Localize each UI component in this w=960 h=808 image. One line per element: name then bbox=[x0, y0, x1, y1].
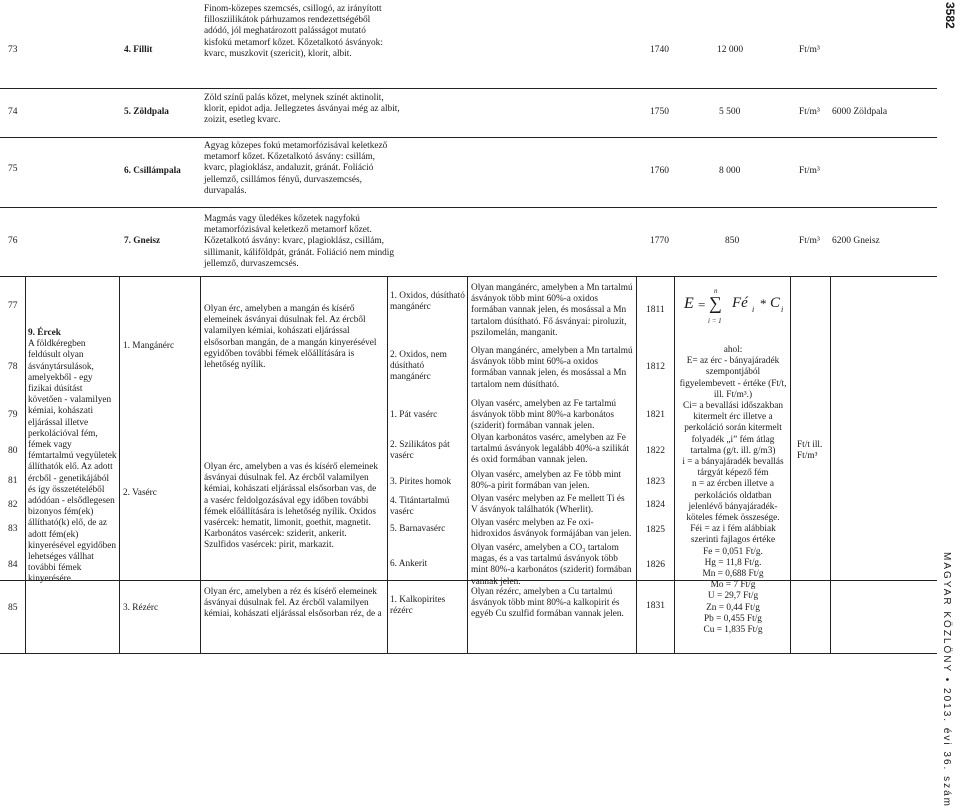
legend-line: Zn = 0,44 Ft/g bbox=[706, 602, 760, 613]
type-description: Olyan mangánérc, amelyben a Mn tartalmú ásványok több mint 60%-a oxidos formában vannak jelen, és mosással a Mn tartalom dúsítható. Fő ásványai: piroluzit, pszilomelán, manganit. bbox=[471, 283, 633, 338]
type-description: Olyan karbonátos vasérc, amelyben az Fe tartalmú ásványok legalább 40%-a szilikát és oxid formában vannak jelen. bbox=[471, 433, 629, 466]
formula-sum: ∑ bbox=[709, 293, 722, 313]
type-code: 1823 bbox=[646, 477, 665, 487]
row-number: 76 bbox=[8, 236, 18, 246]
code: 1770 bbox=[650, 236, 669, 246]
col-divider bbox=[25, 276, 26, 653]
rock-description: Agyag közepes fokú metamorfózisával keletkező metamorf kőzet. Kőzetalkotó ásvány: csillám, kvarc, plagioklász, andaluzit, gránát. Foliáció jellemző, csillámos fényű, durvaszemcsés, durvapalás. bbox=[204, 141, 388, 196]
formula-sub: i bbox=[781, 305, 784, 314]
legend-line: Mo = 7 Ft/g bbox=[710, 580, 756, 591]
row-divider bbox=[0, 580, 937, 581]
rock-name: 6. Csillámpala bbox=[124, 166, 181, 176]
row-number: 73 bbox=[8, 45, 18, 55]
legend-line: Hg = 11,8 Ft/g. bbox=[704, 557, 762, 568]
col-divider bbox=[790, 276, 791, 653]
subgroup-description: Olyan érc, amelyben a réz és kísérő elemeinek ásványai dúsulnak fel. Az ércből valamilyen kémiai, kohászati eljárással elsősorban réz, de a bbox=[204, 587, 382, 620]
group-block bbox=[28, 328, 118, 586]
type-name: 2. Szilikátos pát vasérc bbox=[390, 440, 450, 462]
type-description: Olyan vasérc melyben az Fe mellett Ti és V ásványok találhatók (Wherlit). bbox=[471, 494, 625, 516]
type-code: 1822 bbox=[646, 446, 665, 456]
row-number: 82 bbox=[8, 500, 18, 510]
rock-name: 7. Gneisz bbox=[124, 236, 161, 246]
col-divider bbox=[674, 276, 675, 653]
rock-description: Magmás vagy üledékes kőzetek nagyfokú metamorfózisával keletkező metamorf kőzet. Kőzetalkotó ásvány: kvarc, plagioklász, csillám, sillimanit, káliföldpát, gránát. Foliáció nem mindig jellemző, durvaszemcsés. bbox=[204, 214, 395, 269]
legend-line: n = az ércben illetve a perkolációs oldatban jelenlévő bányajáradék-köteles fémek összesége. bbox=[686, 479, 780, 524]
row-number: 83 bbox=[8, 524, 18, 534]
type-description: Olyan vasérc, amelyben az Fe több mint 80%-a pirit formában van jelen. bbox=[471, 470, 621, 492]
legend-line: U = 29,7 Ft/g bbox=[707, 591, 759, 602]
code: 1750 bbox=[650, 107, 669, 117]
formula-sum-bottom: i = 1 bbox=[708, 317, 722, 325]
row-divider bbox=[0, 276, 937, 277]
rock-description: Zöld színű palás kőzet, melynek színét aktinolit, klorit, epidot adja. Jellegzetes ásványai még az albit, zoizit, esetleg kvarc. bbox=[204, 93, 400, 126]
subgroup-name: 3. Rézérc bbox=[123, 603, 159, 613]
col-divider bbox=[830, 276, 831, 653]
type-description: Olyan vasérc, amelyben az Fe tartalmú ásványok több mint 80%-a karbonátos (sziderit) formában vannak jelen. bbox=[471, 399, 617, 432]
legend-line: i = a bányajáradék bevallás tárgyát képező fém bbox=[682, 457, 784, 479]
formula-term: C bbox=[770, 295, 781, 311]
row-number: 84 bbox=[8, 560, 18, 570]
subgroup-name: 1. Mangánérc bbox=[123, 341, 175, 351]
legend-line: Fe = 0,051 Ft/g. bbox=[703, 546, 763, 557]
row-number: 81 bbox=[8, 476, 18, 486]
type-code: 1824 bbox=[646, 500, 665, 510]
row-number: 78 bbox=[8, 362, 18, 372]
type-description: Olyan vasérc, amelyben a CO₃ tartalom magas, és a vas tartalmú ásványok több mint 80%-a karbonátos (sziderit) formában vannak jelen. bbox=[471, 543, 632, 587]
formula-eq: = bbox=[698, 297, 706, 312]
type-name: 5. Barnavasérc bbox=[390, 524, 446, 534]
type-name: 3. Pirites homok bbox=[390, 477, 452, 487]
formula-lhs: E bbox=[684, 295, 694, 312]
unit: Ft/m³ bbox=[799, 166, 820, 176]
type-description: Olyan mangánérc, amelyben a Mn tartalmú ásványok több mint 60%-a oxidos formában vannak jelen, és mosással a Mn tartalom nem dúsítható. bbox=[471, 346, 633, 390]
legend-line: E= az érc - bányajáradék szempontjából figyelembevett - értéke (Ft/t, ill. Ft/m³.) bbox=[679, 356, 787, 400]
price: 8 000 bbox=[719, 166, 741, 176]
subgroup-description: Olyan érc, amelyben a vas és kísérő elemeinek ásványai dúsulnak fel. Az ércből valamilyen kémiai, kohászati eljárással elsősorban vas, de a vasérc feldolgozásával egy időben további fémek előállítására is lehetőség nyílik. Oxidos vasércek: hematit, limonit, goethit, magnetit. Karbonátos vasércek: sziderit, ankerit. Szulfidos vasércek: pirit, markazit. bbox=[204, 462, 378, 551]
rock-description: Finom-közepes szemcsés, csillogó, az irányított fillosziilikátok párhuzamos rendezettségéből adódó, jól meghatározott palásságot mutató kisfokú metamorf kőzet. Kőzetalkotó ásványok: kvarc, muszkovit (szericit), klorit, albit. bbox=[204, 4, 383, 59]
formula-sub: i bbox=[752, 305, 755, 314]
row-divider bbox=[0, 137, 937, 138]
rock-name: 4. Fillit bbox=[124, 45, 153, 55]
group-title: 9. Ércek bbox=[28, 328, 61, 338]
type-code: 1826 bbox=[646, 560, 665, 570]
unit: Ft/m³ bbox=[799, 236, 820, 246]
col-divider bbox=[119, 276, 120, 653]
type-code: 1825 bbox=[646, 525, 665, 535]
code: 1740 bbox=[650, 45, 669, 55]
rock-name: 5. Zöldpala bbox=[124, 107, 169, 117]
formula bbox=[684, 287, 788, 327]
price: 12 000 bbox=[717, 45, 744, 55]
type-description: Olyan rézérc, amelyben a Cu tartalmú ásványok több mint 80%-a kalkopirit és egyéb Cu szulfid formában vannak jelen. bbox=[471, 587, 624, 620]
price: 850 bbox=[725, 236, 740, 246]
col-divider bbox=[636, 276, 637, 653]
journal-title: MAGYAR KÖZLÖNY • 2013. évi 36. szám bbox=[941, 552, 952, 808]
col-divider bbox=[467, 276, 468, 653]
row-number: 77 bbox=[8, 301, 18, 311]
subgroup-name: 2. Vasérc bbox=[123, 488, 157, 498]
row-number: 85 bbox=[8, 603, 18, 613]
type-name: 6. Ankerit bbox=[390, 559, 428, 569]
type-name: 4. Titántartalmú vasérc bbox=[390, 496, 450, 518]
type-code: 1811 bbox=[646, 305, 665, 315]
unit: Ft/m³ bbox=[799, 45, 820, 55]
row-number: 80 bbox=[8, 446, 18, 456]
type-name: 1. Kalkopirites rézérc bbox=[390, 595, 446, 617]
code: 1760 bbox=[650, 166, 669, 176]
note: 6000 Zöldpala bbox=[832, 107, 888, 117]
row-divider bbox=[0, 88, 937, 89]
unit: Ft/t ill. Ft/m³ bbox=[797, 440, 823, 462]
group-description: A földkéregben feldúsult olyan ásványtársulások, amelyekből - egy fizikai dúsítást követően - valamilyen kémiai, kohászati eljárással illetve perkolációval fém, fémek vagy fémtartalmú vegyületek állíthatók elő. Az adott ércből - genetikájából és így összetételéből adódóan - elsődlegesen bizonyos fém(ek) állítható(k) elő, de az adott fém(ek) kinyerésével egyidőben lehetséges vállhat további fémek kinyerésére. bbox=[28, 339, 117, 585]
formula-term: Fé bbox=[732, 295, 748, 311]
row-number: 79 bbox=[8, 410, 18, 420]
legend-line: Mn = 0,688 Ft/g bbox=[702, 569, 764, 580]
formula-sum-top: n bbox=[714, 287, 718, 295]
type-description: Olyan vasérc melyben az Fe oxi-hidroxidos ásványok formájában van jelen. bbox=[471, 518, 632, 540]
col-divider bbox=[387, 276, 388, 653]
type-code: 1821 bbox=[646, 410, 665, 420]
row-divider bbox=[0, 207, 937, 208]
note: 6200 Gneisz bbox=[832, 236, 880, 246]
legend-line: Féi = az i fém alábbiak szerinti fajlagos értéke bbox=[690, 524, 776, 546]
col-divider bbox=[200, 276, 201, 653]
legend-line: Ci= a bevallási időszakban kitermelt érc illetve a perkoláció során kitermelt folyadék „i” fém átlag tartalma (g/t. ill. g/m3) bbox=[683, 401, 783, 456]
type-code: 1812 bbox=[646, 362, 665, 372]
row-number: 75 bbox=[8, 164, 18, 174]
row-number: 74 bbox=[8, 107, 18, 117]
type-name: 1. Pát vasérc bbox=[390, 410, 438, 420]
unit: Ft/m³ bbox=[799, 107, 820, 117]
legend-where: ahol: bbox=[723, 345, 743, 355]
price: 5 500 bbox=[719, 107, 741, 117]
type-name: 1. Oxidos, dúsítható mangánérc bbox=[390, 291, 465, 313]
legend-line: Pb = 0,455 Ft/g bbox=[704, 613, 762, 624]
legend bbox=[677, 345, 789, 636]
subgroup-description: Olyan érc, amelyben a mangán és kísérő elemeinek ásványai dúsulnak fel. Az ércből valamilyen kémiai, kohászati eljárással elsősorban mangán, de a mangán kinyerésével egyidőben további fémek előállítására is lehetőség nyílik. bbox=[204, 304, 377, 371]
type-code: 1831 bbox=[646, 601, 665, 611]
legend-line: Cu = 1,835 Ft/g bbox=[703, 625, 763, 636]
formula-times: * bbox=[760, 296, 767, 311]
type-name: 2. Oxidos, nem dúsítható mangánérc bbox=[390, 350, 447, 383]
page-number: 3582 bbox=[943, 2, 957, 29]
